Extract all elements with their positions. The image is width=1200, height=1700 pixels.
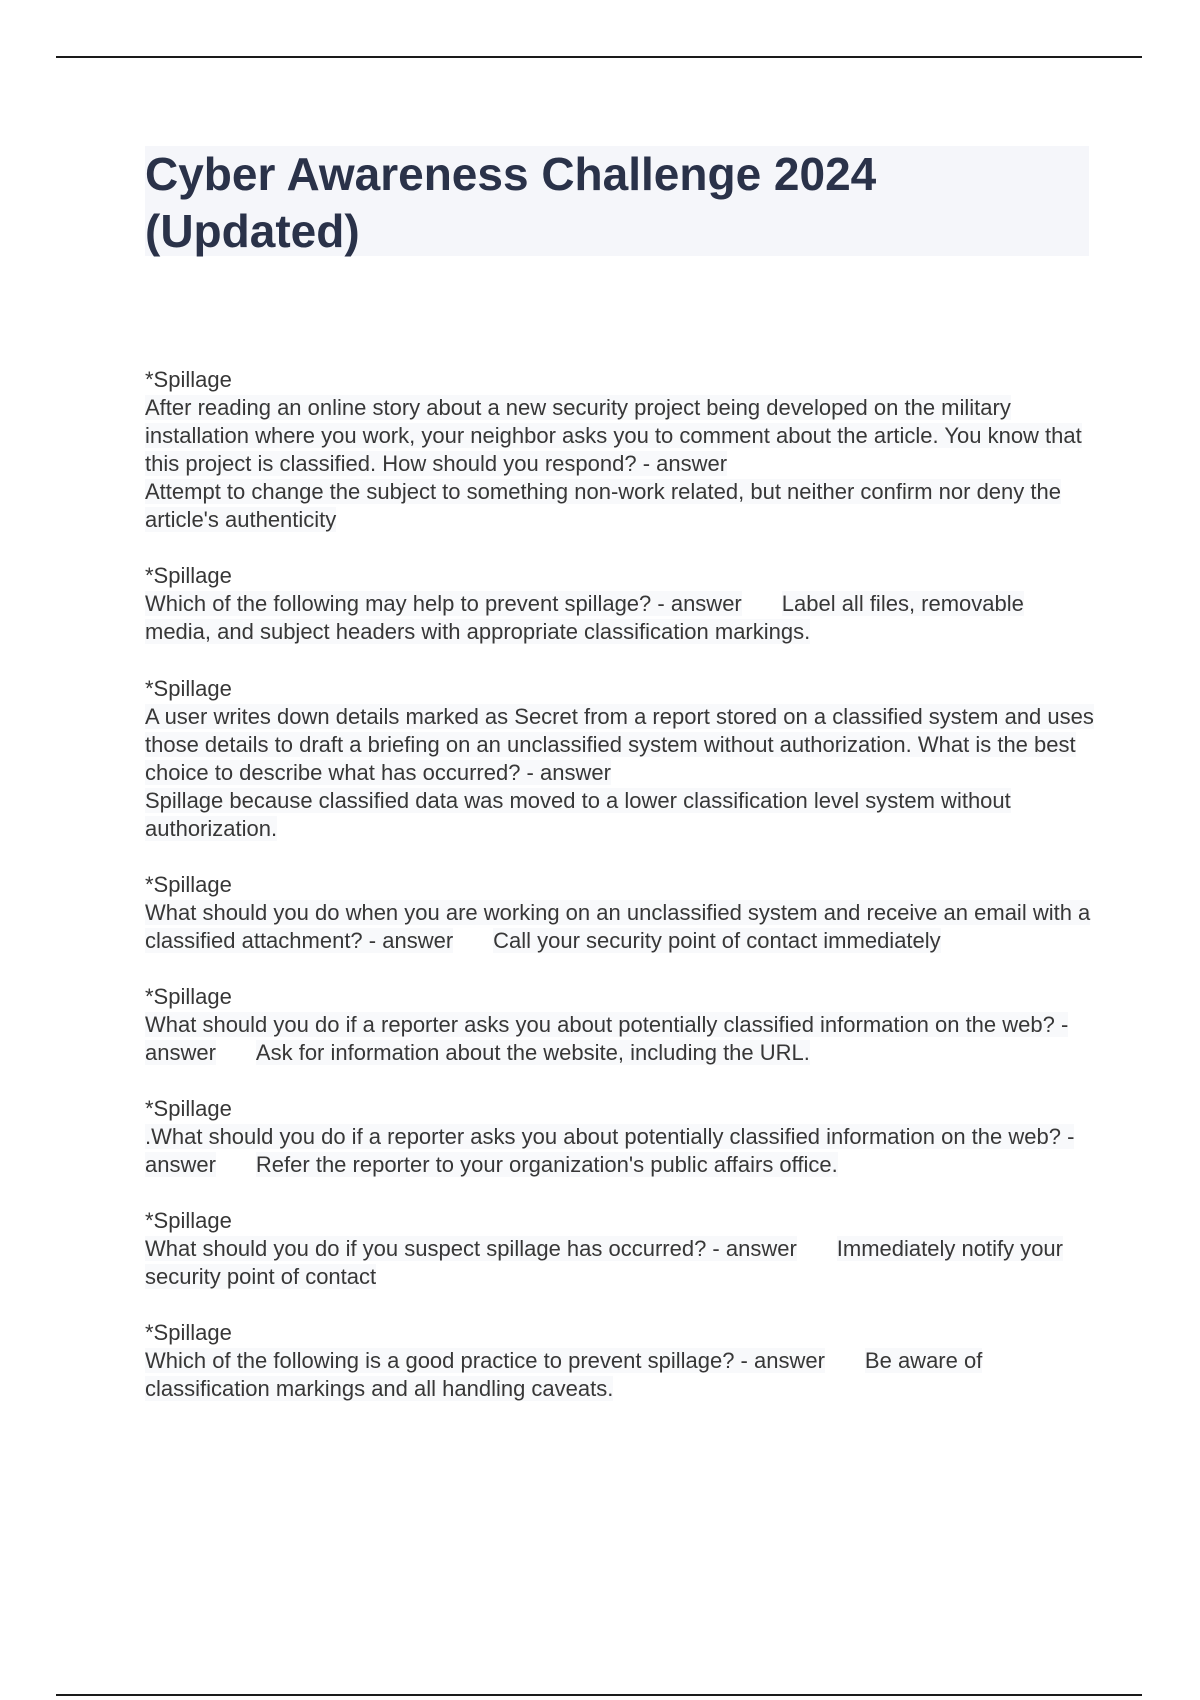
top-rule (56, 56, 1142, 58)
entry-question: A user writes down details marked as Secret from a report stored on a classified system and uses those details to draft a briefing on an unclassified system without authorization. What is the best choice to describe what has occurred? - answer (145, 704, 1094, 785)
entry-text (145, 1235, 1095, 1291)
entry-question: What should you do when you are working on an unclassified system and receive an email with a classified attachment? - answer (145, 900, 1091, 953)
title-block (145, 146, 1089, 256)
entry-answer: Be aware of classification markings and all handling caveats. (145, 1348, 983, 1401)
entry-answer: Spillage because classified data was moved to a lower classification level system without authorization. (145, 788, 1011, 841)
qa-entry (145, 871, 1095, 955)
page-title: Cyber Awareness Challenge 2024 (Updated) (145, 148, 877, 257)
entry-answer: Label all files, removable media, and subject headers with appropriate classification markings. (145, 591, 1024, 644)
entry-answer: Attempt to change the subject to something non-work related, but neither confirm nor deny the article's authenticity (145, 479, 1061, 532)
entry-text (145, 590, 1095, 646)
entry-question: What should you do if you suspect spillage has occurred? - answer (145, 1236, 797, 1261)
qa-entry (145, 983, 1095, 1067)
entry-question: Which of the following is a good practice to prevent spillage? - answer (145, 1348, 825, 1373)
entry-category: *Spillage (145, 984, 232, 1009)
qa-entry (145, 1095, 1095, 1179)
entry-category: *Spillage (145, 1096, 232, 1121)
qa-entry (145, 562, 1095, 646)
entry-question: After reading an online story about a new security project being developed on the military installation where you work, your neighbor asks you to comment about the article. You know that this project is classified. How should you respond? - answer (145, 395, 1082, 476)
qa-entry (145, 675, 1095, 843)
entry-question: Which of the following may help to prevent spillage? - answer (145, 591, 742, 616)
entry-text (145, 1123, 1095, 1179)
entry-text (145, 899, 1095, 955)
entry-text (145, 703, 1095, 843)
entry-question: What should you do if a reporter asks you about potentially classified information on the web? - answer (145, 1012, 1069, 1065)
entry-category: *Spillage (145, 367, 232, 392)
entry-answer: Ask for information about the website, including the URL. (255, 1040, 810, 1065)
entry-category: *Spillage (145, 563, 232, 588)
qa-entry (145, 1207, 1095, 1291)
entry-text (145, 1347, 1095, 1403)
qa-entry (145, 366, 1095, 534)
entry-category: *Spillage (145, 872, 232, 897)
bottom-rule (56, 1694, 1142, 1696)
entry-text (145, 394, 1095, 534)
entry-text (145, 1011, 1095, 1067)
entry-answer: Call your security point of contact immediately (493, 928, 941, 953)
entry-category: *Spillage (145, 1320, 232, 1345)
entry-answer: Immediately notify your security point of contact (145, 1236, 1063, 1289)
entry-question: .What should you do if a reporter asks you about potentially classified information on the web? - answer (145, 1124, 1075, 1177)
entry-answer: Refer the reporter to your organization's public affairs office. (255, 1152, 838, 1177)
qa-entry (145, 1319, 1095, 1403)
entry-category: *Spillage (145, 1208, 232, 1233)
entry-category: *Spillage (145, 676, 232, 701)
qa-list (145, 366, 1095, 1431)
